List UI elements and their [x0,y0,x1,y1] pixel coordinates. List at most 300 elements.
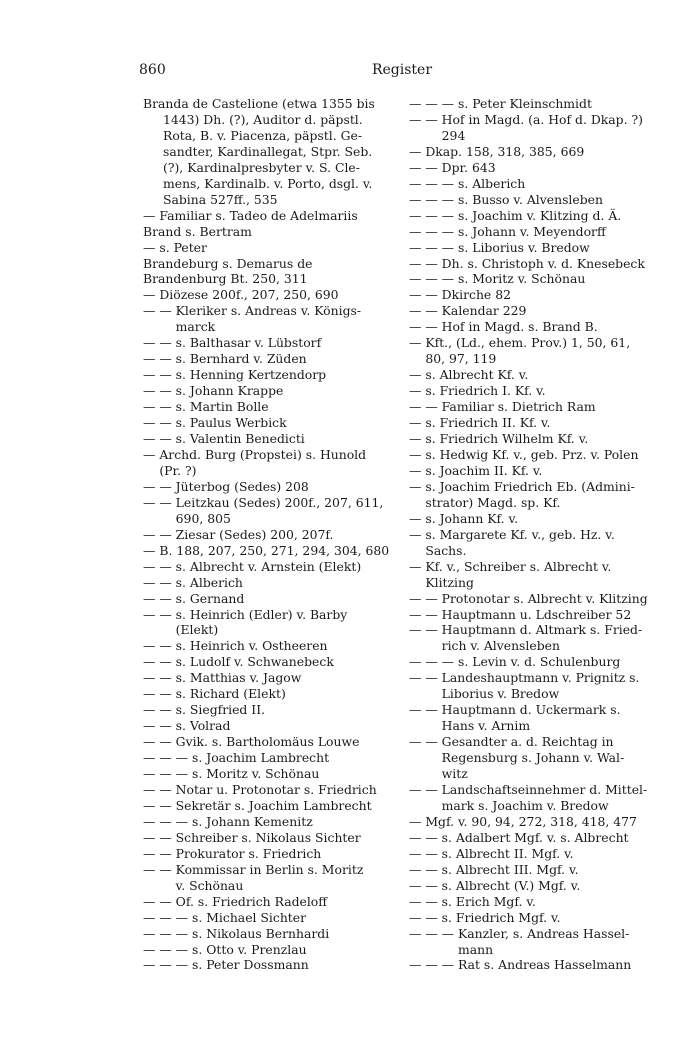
entry-dashes: — — [143,415,176,431]
index-entry [143,208,399,224]
entry-dashes: — — — [143,941,192,957]
index-entry [409,335,665,367]
entry-dashes: — [409,558,426,574]
index-entry [409,367,665,383]
entry-line: mens, Kardinalb. v. Porto, dsgl. v. [163,175,373,191]
entry-dashes: — — — [409,271,458,287]
entry-line: v. Schönau [175,877,244,893]
entry-dashes: — — — [409,223,458,239]
index-entry [409,622,665,654]
entry-line: s. Richard (Elekt) [175,686,286,702]
index-entry [143,638,399,654]
entry-line: 1443) Dh. (?), Auditor d. päpstl. [163,111,363,127]
entry-text [425,559,665,591]
entry-line: Kanzler, s. Andreas Hassel- [458,925,630,941]
entry-line: s. Margarete Kf. v., geb. Hz. v. [425,526,615,542]
entry-text [442,607,665,623]
entry-text [192,814,399,830]
index-entry [409,702,665,734]
index-entry [409,224,665,240]
entry-dashes: — — [143,734,176,750]
index-entry [409,431,665,447]
entry-line: 690, 805 [175,510,231,526]
entry-line: s. Busso v. Alvensleben [458,191,603,207]
entry-text [176,367,399,383]
entry-text [192,942,399,958]
entry-text [425,335,665,367]
entry-text [442,287,665,303]
entry-dashes: — — — [143,813,192,829]
entry-line: rich v. Alvensleben [441,638,560,654]
index-entry [143,415,399,431]
entry-dashes: — — [409,893,442,909]
index-entry [143,718,399,734]
entry-line: s. Erich Mgf. v. [441,893,536,909]
index-entry [143,846,399,862]
index-entry [143,287,399,303]
entry-line: mann [458,941,494,957]
index-entry [409,878,665,894]
entry-text [442,591,665,607]
entry-dashes: — — — [409,654,458,670]
entry-line: s. Volrad [175,718,231,734]
entry-text [176,830,399,846]
entry-line: Landschaftseinnehmer d. Mittel- [441,781,648,797]
entry-line: s. Heinrich v. Ostheeren [175,638,328,654]
entry-line: Of. s. Friedrich Radeloff [175,893,328,909]
entry-line: s. Friedrich Mgf. v. [441,909,561,925]
entry-dashes: — — — [409,191,458,207]
entry-dashes: — — — [143,909,192,925]
entry-text [176,862,399,894]
entry-dashes: — [409,367,426,383]
entry-dashes: — [143,287,160,303]
entry-dashes: — — [409,111,442,127]
index-entry [143,559,399,575]
entry-line: B. 188, 207, 250, 271, 294, 304, 680 [159,542,390,558]
entry-text [425,367,665,383]
entry-text [425,527,665,559]
entry-line: marck [175,319,216,335]
entry-dashes: — [409,526,426,542]
entry-line: s. Johann Kf. v. [425,510,519,526]
index-entry [143,367,399,383]
entry-text [442,910,665,926]
entry-line: Archd. Burg (Propstei) s. Hunold [159,446,367,462]
entry-dashes: — — — [409,239,458,255]
entry-dashes: — — [409,255,442,271]
entry-line: Kf. v., Schreiber s. Albrecht v. [425,558,612,574]
index-entry [143,224,399,240]
entry-line: Rota, B. v. Piacenza, päpstl. Ge- [163,127,362,143]
entry-text [159,287,399,303]
entry-dashes: — — [143,829,176,845]
index-entry [409,814,665,830]
entry-line: s. Joachim Lambrecht [192,750,330,766]
index-entry [143,479,399,495]
entry-line: (Elekt) [175,622,219,638]
index-entry [409,240,665,256]
entry-dashes: — [409,431,426,447]
index-entry [409,383,665,399]
entry-line: s. Michael Sichter [192,909,307,925]
entry-dashes: — — [409,319,442,335]
index-column-left [143,96,399,973]
index-entry [143,447,399,479]
index-entry [409,96,665,112]
entry-dashes: — — [409,606,442,622]
entry-line: Dkirche 82 [441,287,511,303]
index-entry [143,591,399,607]
entry-text [425,415,665,431]
entry-line: Kft., (Ld., ehem. Prov.) 1, 50, 61, [425,335,631,351]
entry-dashes: — [409,415,426,431]
entry-text [442,622,665,654]
index-entry [409,479,665,511]
index-entry [143,495,399,527]
index-entry [409,670,665,702]
entry-text [143,224,399,240]
entry-dashes: — — [409,829,442,845]
index-entry [409,734,665,782]
entry-line: Prokurator s. Friedrich [175,845,322,861]
entry-line: sandter, Kardinallegat, Stpr. Seb. [163,143,373,159]
entry-line: Protonotar s. Albrecht v. Klitzing [441,590,648,606]
entry-dashes: — — [143,431,176,447]
entry-dashes: — [409,143,426,159]
entry-text [425,447,665,463]
entry-text [176,527,399,543]
entry-line: strator) Magd. sp. Kf. [425,494,561,510]
index-entry [409,144,665,160]
entry-text [159,543,399,559]
index-entry [143,256,399,272]
entry-line: s. Valentin Benedicti [175,431,305,447]
index-entry [143,830,399,846]
entry-dashes: — — — [409,957,458,973]
entry-text [192,910,399,926]
entry-text [176,591,399,607]
entry-text [458,240,665,256]
index-entry [143,782,399,798]
index-entry [143,798,399,814]
index-entry [143,399,399,415]
running-head: Register [371,62,433,78]
entry-line: Leitzkau (Sedes) 200f., 207, 611, [175,494,384,510]
entry-line: Sabina 527ff., 535 [163,191,278,207]
entry-dashes: — — [143,303,176,319]
entry-text [442,878,665,894]
index-entry [409,862,665,878]
entry-dashes: — — [143,335,176,351]
entry-dashes: — — [409,590,442,606]
index-entry [143,686,399,702]
entry-line: s. Hedwig Kf. v., geb. Prz. v. Polen [425,446,639,462]
entry-line: Kalendar 229 [441,303,527,319]
entry-line: Hans v. Arnim [441,718,531,734]
entry-text [442,702,665,734]
entry-line: s. Balthasar v. Lübstorf [175,335,322,351]
entry-line: s. Albrecht III. Mgf. v. [441,861,579,877]
index-entry [143,335,399,351]
entry-dashes: — — — [409,96,458,111]
entry-line: Brandeburg s. Demarus de [143,255,313,271]
index-entry [143,814,399,830]
entry-dashes: — — [143,893,176,909]
entry-line: Kommissar in Berlin s. Moritz [175,861,364,877]
entry-line: s. Joachim Friedrich Eb. (Admini- [425,478,635,494]
entry-text [458,192,665,208]
entry-dashes: — — [409,287,442,303]
entry-text [176,798,399,814]
index-entry [409,287,665,303]
entry-line: s. Levin v. d. Schulenburg [458,654,621,670]
entry-line: witz [441,766,468,782]
entry-line: Sachs. [425,542,467,558]
index-entry [409,894,665,910]
entry-text [442,112,665,144]
entry-text [176,718,399,734]
index-entry [409,511,665,527]
entry-line: s. Joachim II. Kf. v. [425,462,543,478]
entry-text [192,766,399,782]
entry-dashes: — [143,446,160,462]
index-entry [409,527,665,559]
entry-dashes: — — [409,622,442,638]
index-entry [409,160,665,176]
entry-dashes: — — [409,909,442,925]
entry-line: Notar u. Protonotar s. Friedrich [175,781,377,797]
entry-text [425,479,665,511]
entry-dashes: — — [143,574,176,590]
entry-line: Gesandter a. d. Reichtag in [441,734,614,750]
index-entry [143,654,399,670]
entry-line: Mgf. v. 90, 94, 272, 318, 418, 477 [425,813,637,829]
entry-text [176,702,399,718]
entry-dashes: — — [143,558,176,574]
entry-line: Hauptmann u. Ldschreiber 52 [441,606,632,622]
entry-text [458,926,665,958]
entry-text [442,830,665,846]
index-entry [409,271,665,287]
index-entry [143,383,399,399]
entry-dashes: — — [143,606,176,622]
entry-dashes: — [409,462,426,478]
entry-line: s. Albrecht (V.) Mgf. v. [441,877,581,893]
index-entry [143,942,399,958]
entry-dashes: — — [143,399,176,415]
entry-text [442,782,665,814]
entry-text [458,654,665,670]
entry-text [425,383,665,399]
index-entry [143,910,399,926]
entry-line: s. Otto v. Prenzlau [192,941,307,957]
entry-line: s. Friedrich Wilhelm Kf. v. [425,431,589,447]
entry-text [176,670,399,686]
index-entry [143,607,399,639]
entry-line: s. Albrecht Kf. v. [425,367,529,383]
entry-text [176,495,399,527]
index-entry [143,431,399,447]
entry-dashes: — [143,239,160,255]
entry-line: s. Albrecht II. Mgf. v. [441,845,574,861]
entry-line: s. Johann Krappe [175,383,284,399]
entry-dashes: — — [143,797,176,813]
entry-line: 80, 97, 119 [425,351,497,367]
entry-line: Gvik. s. Bartholomäus Louwe [175,734,360,750]
entry-line: Ziesar (Sedes) 200, 207f. [175,526,334,542]
index-entry [409,112,665,144]
index-entry [143,303,399,335]
entry-text [176,686,399,702]
index-entry [409,830,665,846]
entry-text [176,335,399,351]
entry-text [425,463,665,479]
entry-dashes: — [409,446,426,462]
entry-text [442,846,665,862]
entry-line: s. Johann Kemenitz [192,813,313,829]
entry-line: Hof in Magd. s. Brand B. [441,319,598,335]
index-entry [409,782,665,814]
entry-line: 294 [441,127,466,143]
entry-line: s. Bernhard v. Züden [175,351,307,367]
entry-dashes: — [409,510,426,526]
index-entry [409,303,665,319]
entry-text [176,638,399,654]
entry-text [442,862,665,878]
entry-line: s. Ludolf v. Schwanebeck [175,654,334,670]
entry-dashes: — — [409,303,442,319]
entry-line: s. Friedrich I. Kf. v. [425,383,546,399]
entry-text [442,734,665,782]
index-entry [143,670,399,686]
entry-text [176,894,399,910]
entry-line: s. Peter Dossmann [192,957,309,973]
entry-line: s. Liborius v. Bredow [458,239,590,255]
entry-line: Jüterbog (Sedes) 208 [175,478,309,494]
entry-line: s. Heinrich (Edler) v. Barby [175,606,348,622]
entry-text [442,670,665,702]
entry-dashes: — — [143,718,176,734]
entry-dashes: — — [143,383,176,399]
index-entry [409,846,665,862]
entry-text [176,734,399,750]
entry-line: s. Moritz v. Schönau [192,766,320,782]
entry-dashes: — [409,478,426,494]
index-entry [409,607,665,623]
entry-dashes: — — [143,686,176,702]
entry-text [458,96,665,112]
entry-text [176,303,399,335]
index-entry [409,256,665,272]
index-entry [409,463,665,479]
entry-text [442,303,665,319]
entry-line: Brand s. Bertram [143,223,252,239]
entry-dashes: — [409,383,426,399]
page-header [139,62,665,82]
entry-dashes: — — [409,159,442,175]
index-entry [409,591,665,607]
entry-text [176,782,399,798]
entry-dashes: — — [409,877,442,893]
entry-text [176,383,399,399]
entry-line: s. Paulus Werbick [175,415,287,431]
entry-dashes: — [143,542,160,558]
entry-text [176,415,399,431]
entry-dashes: — — [409,702,442,718]
entry-line: (Pr. ?) [159,462,197,478]
entry-text [176,559,399,575]
entry-line: Landeshauptmann v. Prignitz s. [441,670,640,686]
entry-dashes: — — — [143,925,192,941]
entry-line: Familiar s. Tadeo de Adelmariis [159,207,358,223]
entry-text [143,271,399,287]
index-entry [143,271,399,287]
entry-text [176,479,399,495]
entry-line: Brandenburg Bt. 250, 311 [143,271,308,287]
index-entry [143,543,399,559]
entry-dashes: — — [143,351,176,367]
entry-line: s. Martin Bolle [175,399,269,415]
index-entry [143,240,399,256]
entry-line: s. Peter [159,239,207,255]
index-entry [409,192,665,208]
entry-line: s. Moritz v. Schönau [458,271,586,287]
entry-text [458,176,665,192]
entry-dashes: — — [143,845,176,861]
entry-line: Regensburg s. Johann v. Wal- [441,750,625,766]
entry-text [159,208,399,224]
index-entry [409,957,665,973]
entry-text [176,607,399,639]
entry-line: s. Albrecht v. Arnstein (Elekt) [175,558,362,574]
entry-text [176,575,399,591]
entry-line: Dh. s. Christoph v. d. Knesebeck [441,255,645,271]
entry-line: Hauptmann d. Altmark s. Fried- [441,622,643,638]
index-entry [143,351,399,367]
index-entry [409,910,665,926]
entry-line: s. Alberich [458,175,526,191]
index-entry [143,527,399,543]
index-entry [143,575,399,591]
entry-dashes: — — [143,494,176,510]
entry-line: Familiar s. Dietrich Ram [441,399,596,415]
entry-text [442,894,665,910]
index-entry [143,734,399,750]
index-entry [143,957,399,973]
index-entry [409,447,665,463]
entry-line: Diözese 200f., 207, 250, 690 [159,287,339,303]
index-column-right [409,96,665,973]
entry-text [176,431,399,447]
entry-text [425,144,665,160]
entry-line: s. Henning Kertzendorp [175,367,327,383]
entry-text [458,224,665,240]
index-entry [409,208,665,224]
entry-line: s. Nikolaus Bernhardi [192,925,330,941]
entry-line: s. Alberich [175,574,243,590]
entry-text [159,447,399,479]
entry-line: s. Adalbert Mgf. v. s. Albrecht [441,829,629,845]
page-number: 860 [139,62,166,78]
entry-dashes: — — [409,845,442,861]
index-entry [143,766,399,782]
entry-line: mark s. Joachim v. Bredow [441,797,609,813]
entry-dashes: — — [409,861,442,877]
entry-text [442,319,665,335]
entry-text [425,814,665,830]
entry-dashes: — — [143,781,176,797]
